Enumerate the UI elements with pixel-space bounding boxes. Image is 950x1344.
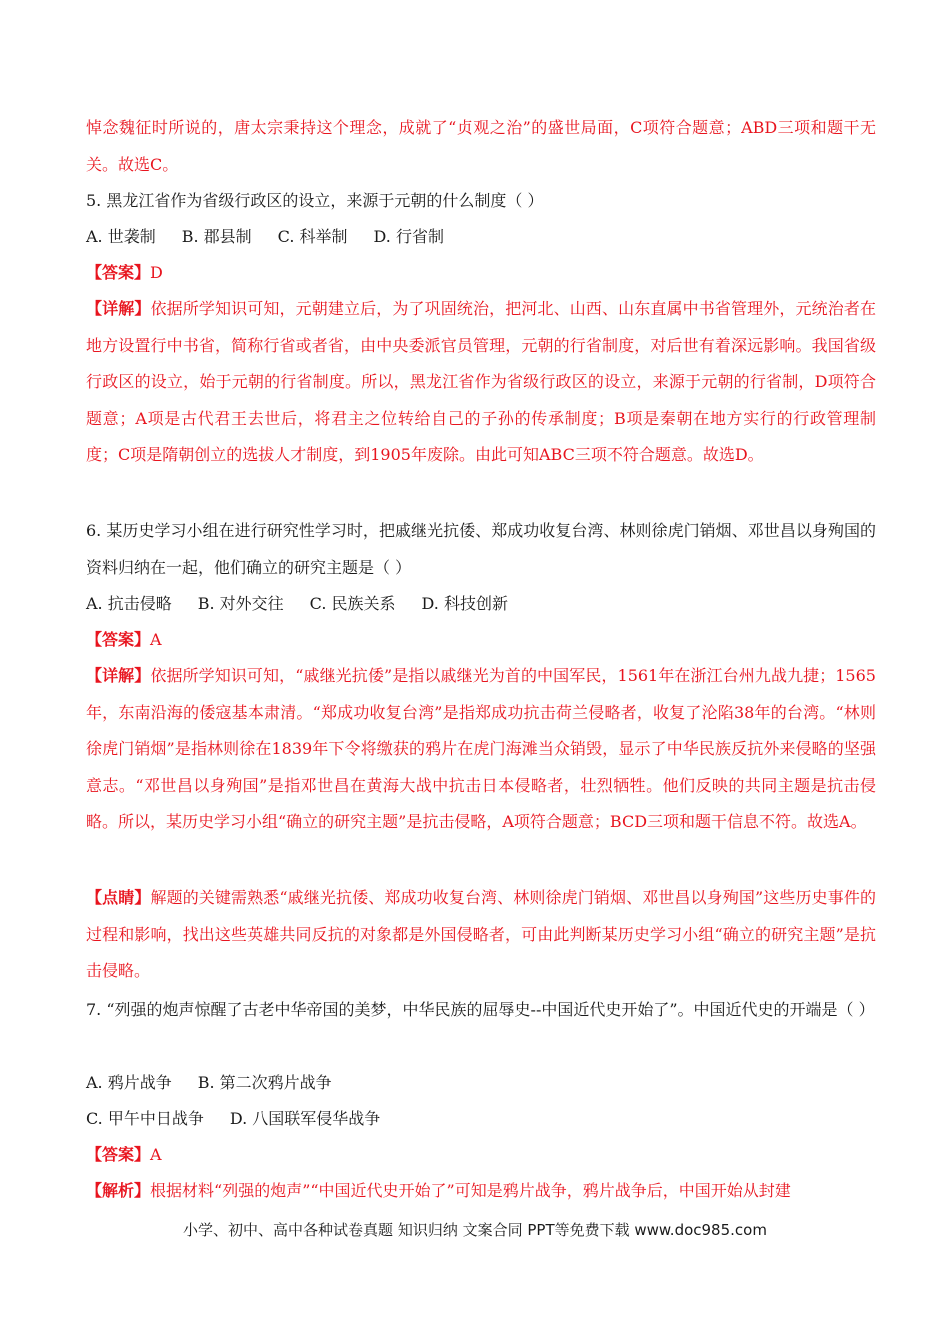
question-7-option-a: A. 鸦片战争 — [86, 1073, 172, 1092]
question-6-answer — [86, 622, 876, 659]
question-6-option-a: A. 抗击侵略 — [86, 594, 172, 613]
question-6-stem — [86, 513, 876, 586]
detail-text: 依据所学知识可知，元朝建立后，为了巩固统治，把河北、山西、山东直属中书省管理外，元统治者在地方设置行中书省，简称行省或者省，由中央委派官员管理，元朝的行省制度，对后世有着深远影响。我国省级行政区的设立，始于元朝的行省制度。所以，黑龙江省作为省级行政区的设立，来源于元朝的行省制，D项符合题意；A项是古代君王去世后，将君主之位转给自己的子孙的传承制度；B项是秦朝在地方实行的行政管理制度；C项是隋朝创立的选拔人才制度，到1905年废除。由此可知ABC三项不符合题意。故选D。 — [86, 299, 876, 464]
question-6-text: 6. 某历史学习小组在进行研究性学习时，把戚继光抗倭、郑成功收复台湾、林则徐虎门销烟、邓世昌以身殉国的资料归纳在一起，他们确立的研究主题是（ ） — [86, 521, 876, 577]
answer-tag: 【答案】 — [86, 630, 151, 649]
question-6-option-d: D. 科技创新 — [421, 594, 508, 613]
question-6-detail — [86, 658, 876, 841]
comment-text: 解题的关键需熟悉“戚继光抗倭、郑成功收复台湾、林则徐虎门销烟、邓世昌以身殉国”这些历史事件的过程和影响，找出这些英雄共同反抗的对象都是外国侵略者，可由此判断某历史学习小组“确立的研究主题”是抗击侵略。 — [86, 888, 876, 980]
page-footer: 小学、初中、高中各种试卷真题 知识归纳 文案合同 PPT等免费下载 www.doc985.com — [183, 1221, 767, 1239]
detail-tag: 【详解】 — [86, 666, 151, 685]
question-5-answer — [86, 255, 876, 292]
answer-tag: 【答案】 — [86, 1145, 151, 1164]
question-7-answer — [86, 1137, 876, 1174]
answer-value: A — [150, 1145, 162, 1164]
comment-tag: 【点睛】 — [86, 888, 151, 907]
question-7-analysis — [86, 1173, 876, 1210]
prev-explanation-continuation — [86, 110, 876, 183]
question-6-comment — [86, 880, 876, 990]
question-6-option-c: C. 民族关系 — [309, 594, 396, 613]
question-7-option-b: B. 第二次鸦片战争 — [197, 1073, 332, 1092]
detail-text: 依据所学知识可知，“戚继光抗倭”是指以戚继光为首的中国军民，1561年在浙江台州九战九捷；1565年，东南沿海的倭寇基本肃清。“郑成功收复台湾”是指郑成功抗击荷兰侵略者，收复了沦陷38年的台湾。“林则徐虎门销烟”是指林则徐在1839年下令将缴获的鸦片在虎门海滩当众销毁，显示了中华民族反抗外来侵略的坚强意志。“邓世昌以身殉国”是指邓世昌在黄海大战中抗击日本侵略者，壮烈牺牲。他们反映的共同主题是抗击侵略。所以，某历史学习小组“确立的研究主题”是抗击侵略，A项符合题意；BCD三项和题干信息不符。故选A。 — [86, 666, 876, 831]
answer-value: A — [150, 630, 162, 649]
question-5-detail — [86, 291, 876, 474]
question-7-text: 7. “列强的炮声惊醒了古老中华帝国的美梦，中华民族的屈辱史--中国近代史开始了”。中国近代史的开端是（ ） — [86, 1000, 875, 1019]
question-7-option-c: C. 甲午中日战争 — [86, 1109, 204, 1128]
question-6-option-b: B. 对外交往 — [197, 594, 284, 613]
question-7-options-row-1 — [86, 1065, 876, 1102]
question-5-option-c: C. 科举制 — [277, 227, 348, 246]
question-7-options-row-2 — [86, 1101, 876, 1138]
question-5-text: 5. 黑龙江省作为省级行政区的设立，来源于元朝的什么制度（ ） — [86, 191, 544, 210]
question-5-option-b: B. 郡县制 — [181, 227, 252, 246]
question-5-stem — [86, 183, 876, 220]
question-5-options — [86, 219, 876, 256]
analysis-text: 根据材料“列强的炮声”“中国近代史开始了”可知是鸦片战争，鸦片战争后，中国开始从封建 — [150, 1181, 791, 1200]
answer-value: D — [150, 263, 163, 282]
detail-tag: 【详解】 — [86, 299, 151, 318]
analysis-tag: 【解析】 — [86, 1181, 151, 1200]
prev-explanation-text: 悼念魏征时所说的，唐太宗秉持这个理念，成就了“贞观之治”的盛世局面，C项符合题意；ABD三项和题干无关。故选C。 — [86, 118, 876, 174]
question-5-option-a: A. 世袭制 — [86, 227, 156, 246]
question-7-option-d: D. 八国联军侵华战争 — [229, 1109, 381, 1128]
answer-tag: 【答案】 — [86, 263, 151, 282]
question-5-option-d: D. 行省制 — [373, 227, 444, 246]
question-7-stem — [86, 992, 876, 1029]
question-6-options — [86, 586, 876, 623]
